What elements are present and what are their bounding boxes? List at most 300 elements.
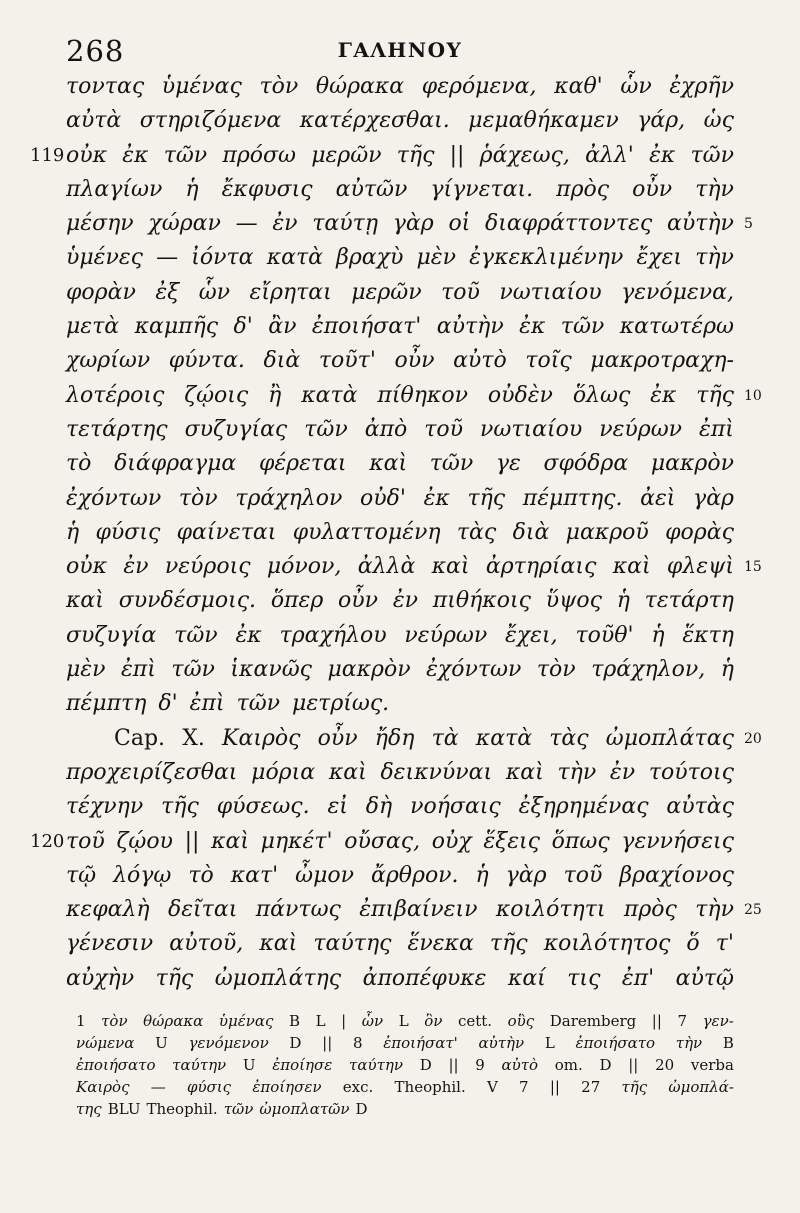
footnote-word: ἐποιήσατ' bbox=[383, 1034, 458, 1052]
word: κεφαλὴ bbox=[66, 897, 150, 923]
word: κατὰ bbox=[301, 382, 358, 408]
word: ὑμένας bbox=[161, 74, 242, 99]
text-line bbox=[66, 173, 734, 207]
text-line bbox=[66, 584, 734, 618]
text-line bbox=[66, 893, 762, 927]
running-head: ΓΑΛΗΝΟΥ bbox=[337, 38, 463, 62]
word: τούτοις bbox=[648, 759, 734, 785]
word: τῆς bbox=[161, 794, 199, 820]
word: ἤδη bbox=[374, 725, 415, 751]
word: ἔχει, bbox=[505, 622, 558, 648]
word: αὐτὰς bbox=[666, 794, 734, 820]
word: ἐκ bbox=[519, 314, 546, 340]
word: οὐχ bbox=[431, 828, 472, 854]
text-line bbox=[66, 104, 734, 138]
word: κατέρχεσθαι. bbox=[299, 108, 450, 134]
word: ἐχόντων bbox=[426, 657, 522, 683]
word: καὶ bbox=[259, 931, 298, 957]
word: ἐγκεκλιμένην bbox=[469, 245, 624, 271]
word: ζῴοις bbox=[184, 382, 249, 408]
word: τῆς bbox=[396, 142, 435, 168]
page-header bbox=[66, 34, 734, 74]
footnote-word: 8 bbox=[352, 1034, 363, 1052]
word: τὴν bbox=[695, 176, 734, 202]
footnote-word: U bbox=[155, 1034, 168, 1052]
word: ἐκ bbox=[650, 382, 677, 408]
word: νωτιαίου bbox=[480, 416, 583, 442]
footnote-word: ταύτην bbox=[349, 1056, 403, 1074]
word: μὲν bbox=[66, 657, 106, 683]
footnote-word: 7 bbox=[677, 1012, 688, 1030]
word: γένεσιν bbox=[66, 931, 154, 957]
footnote-word: || bbox=[322, 1034, 333, 1052]
footnote-word: νώμενα bbox=[76, 1034, 135, 1052]
word: πιθήκοις bbox=[432, 588, 531, 614]
footnote-word: — bbox=[150, 1078, 166, 1096]
word: μακρὸν bbox=[327, 657, 411, 683]
text-line bbox=[66, 276, 734, 310]
word: ἀλλὰ bbox=[357, 554, 416, 580]
word: καὶ bbox=[505, 759, 544, 785]
word: ὠμοπλάτης bbox=[214, 965, 342, 991]
footnote-word: B bbox=[722, 1034, 734, 1052]
footnote-word: ἐποιήσατο bbox=[76, 1056, 156, 1074]
word: πρὸς bbox=[623, 897, 677, 923]
footnote-word: || bbox=[448, 1056, 459, 1074]
word: διὰ bbox=[512, 519, 550, 545]
footnote-word: θώρακα bbox=[143, 1012, 204, 1030]
word: αὐχὴν bbox=[66, 965, 135, 991]
word: τῆς bbox=[489, 931, 528, 957]
word: τ' bbox=[715, 931, 734, 957]
word: γάρ, bbox=[637, 108, 686, 134]
word: ἕξεις bbox=[483, 828, 541, 854]
word: γενόμενα, bbox=[621, 279, 734, 305]
footnote-line bbox=[76, 1098, 734, 1120]
footnote-word: 27 bbox=[581, 1078, 601, 1096]
footnote-word: cett. bbox=[457, 1012, 493, 1030]
word: κατὰ bbox=[266, 245, 323, 271]
word: ἐν bbox=[123, 554, 149, 580]
footnote-word: D bbox=[419, 1056, 432, 1074]
footnote-word: BLU bbox=[107, 1100, 141, 1118]
word: ἐπὶ bbox=[189, 691, 225, 717]
word: ἐν bbox=[609, 759, 636, 785]
word: ἐκ bbox=[423, 485, 450, 511]
footnote-word: D bbox=[289, 1034, 302, 1052]
word: τοῦ bbox=[66, 828, 105, 854]
word: νοήσαις bbox=[410, 794, 501, 820]
word: ἡ bbox=[475, 862, 489, 888]
word: τὸ bbox=[188, 862, 214, 888]
word: τῶν bbox=[690, 142, 734, 168]
word: ἡ bbox=[66, 519, 80, 545]
word: γὰρ bbox=[505, 862, 547, 888]
word: προχειρίζεσθαι bbox=[66, 759, 238, 785]
word: τὰς bbox=[549, 725, 589, 751]
word: κοιλότητι bbox=[495, 897, 606, 923]
word: αὐτῷ bbox=[675, 965, 734, 991]
word: τις bbox=[567, 965, 601, 991]
word: μέσην bbox=[66, 211, 134, 237]
word: Καιρὸς bbox=[222, 725, 301, 751]
word: αὐτὸ bbox=[453, 348, 507, 374]
word: οὐκ bbox=[66, 142, 108, 168]
word: μακρὸν bbox=[650, 451, 734, 477]
word: πρόσω bbox=[222, 142, 296, 168]
word: ἡ bbox=[651, 622, 665, 648]
text-line bbox=[66, 516, 734, 550]
footnote-word: τὴν bbox=[675, 1034, 703, 1052]
footnote-word: γεν- bbox=[702, 1012, 734, 1030]
footnote-word: D bbox=[355, 1100, 368, 1118]
footnote-word: ὃν bbox=[424, 1012, 443, 1030]
text-line bbox=[66, 310, 734, 344]
word: ἐπὶ bbox=[121, 657, 156, 683]
word: φερόμενα, bbox=[421, 74, 537, 99]
word: κοιλότητος bbox=[543, 931, 671, 957]
footnote-line bbox=[76, 1076, 734, 1098]
word: τοῖς bbox=[525, 348, 572, 374]
footnote-line bbox=[76, 1032, 734, 1054]
word: τῶν bbox=[171, 657, 215, 683]
word: ἀρτηρίαις bbox=[485, 554, 597, 580]
word: κατωτέρω bbox=[619, 314, 734, 340]
word: μόρια bbox=[251, 759, 316, 785]
word: αὐτὰ bbox=[66, 108, 122, 134]
footnote-word: ὠμοπλά- bbox=[668, 1078, 734, 1096]
line-number: 25 bbox=[744, 902, 762, 919]
word: τὸν bbox=[178, 485, 218, 511]
word: μακροτραχη- bbox=[590, 348, 734, 374]
word: ἀπὸ bbox=[364, 416, 408, 442]
text-line bbox=[66, 790, 734, 824]
word: οὖν bbox=[338, 588, 379, 614]
word: φύσις bbox=[95, 519, 161, 545]
word: τὸν bbox=[536, 657, 576, 683]
word: οὔσας, bbox=[344, 828, 421, 854]
text-line bbox=[66, 859, 734, 893]
word: ἄρθρον. bbox=[370, 862, 459, 888]
word: ταύτῃ bbox=[312, 211, 379, 237]
word: ἀεὶ bbox=[640, 485, 676, 511]
footnote-line bbox=[76, 1054, 734, 1076]
word: οὖν bbox=[317, 725, 358, 751]
word: ῥάχεως, bbox=[479, 142, 570, 168]
word: ἐπ' bbox=[621, 965, 655, 991]
word: γὰρ bbox=[693, 485, 734, 511]
word: πρὸς bbox=[556, 176, 610, 202]
word: τῶν bbox=[236, 691, 281, 717]
text-line bbox=[66, 962, 734, 996]
word: τὴν bbox=[557, 759, 597, 785]
word: τράχηλον bbox=[235, 485, 343, 511]
footnote-word: || bbox=[628, 1056, 639, 1074]
word: οὖν bbox=[632, 176, 673, 202]
text-line bbox=[66, 653, 734, 687]
footnote-word: 9 bbox=[475, 1056, 485, 1074]
word: τοῦ bbox=[563, 862, 603, 888]
word: ταύτης bbox=[313, 931, 392, 957]
word: αὐτὴν bbox=[436, 314, 504, 340]
footnote-word: D bbox=[599, 1056, 612, 1074]
word: ὠμοπλάτας bbox=[605, 725, 734, 751]
footnote-word: Theophil. bbox=[394, 1078, 466, 1096]
main-text bbox=[30, 70, 762, 996]
word: — bbox=[156, 245, 179, 271]
text-line bbox=[66, 207, 753, 241]
footnote-word: om. bbox=[554, 1056, 583, 1074]
footnote-word: L bbox=[398, 1012, 409, 1030]
footnote-word: ὑμένας bbox=[218, 1012, 274, 1030]
footnote-word: B bbox=[289, 1012, 301, 1030]
word: μόνον, bbox=[266, 554, 342, 580]
word: ὑμένες bbox=[66, 245, 143, 271]
footnote-word: || bbox=[651, 1012, 662, 1030]
word: γὰρ bbox=[392, 211, 434, 237]
word: ζῴου bbox=[116, 828, 173, 854]
word: γίγνεται. bbox=[430, 176, 534, 202]
word: μὲν bbox=[416, 245, 456, 271]
footnote-word: ὧν bbox=[361, 1012, 384, 1030]
word: τραχήλου bbox=[279, 622, 387, 648]
text-line bbox=[66, 722, 762, 756]
word: καί bbox=[507, 965, 546, 991]
footnote-word: τῶν bbox=[223, 1100, 254, 1118]
word: οἱ bbox=[448, 211, 471, 237]
footnote-word: | bbox=[341, 1012, 347, 1030]
word: εἰ bbox=[327, 794, 348, 820]
word: κατ' bbox=[230, 862, 279, 888]
word: καὶ bbox=[328, 759, 367, 785]
word: ὅπως bbox=[551, 828, 610, 854]
word: εἴρηται bbox=[249, 279, 332, 305]
footnote-word: 7 bbox=[519, 1078, 529, 1096]
word: ὅ bbox=[686, 931, 700, 957]
margin-page-reference: 120 bbox=[30, 830, 65, 852]
text-line bbox=[66, 447, 734, 481]
word: X. bbox=[182, 725, 205, 751]
word: ἐπὶ bbox=[699, 416, 734, 442]
word: ἀλλ' bbox=[585, 142, 634, 168]
word: μακροῦ bbox=[565, 519, 649, 545]
text-line bbox=[66, 619, 734, 653]
text-line bbox=[66, 756, 734, 790]
word: τὴν bbox=[695, 897, 734, 923]
word: τὸν bbox=[259, 74, 299, 99]
word: Cap. bbox=[114, 725, 166, 751]
word: ὅπερ bbox=[270, 588, 324, 614]
word: φορὰν bbox=[66, 279, 136, 305]
word: μερῶν bbox=[351, 279, 422, 305]
word: μεμαθήκαμεν bbox=[468, 108, 619, 134]
word: τὰ bbox=[431, 725, 459, 751]
footnote-word: της bbox=[76, 1100, 102, 1118]
word: φύντα. bbox=[168, 348, 245, 374]
footnote-word: Καιρὸς bbox=[76, 1078, 130, 1096]
word: ὅλως bbox=[572, 382, 631, 408]
word: ἡ bbox=[616, 588, 630, 614]
text-line bbox=[66, 344, 734, 378]
word: δὴ bbox=[365, 794, 393, 820]
footnote-word: L bbox=[544, 1034, 555, 1052]
text-line bbox=[66, 550, 762, 584]
word: ἐποιήσατ' bbox=[311, 314, 422, 340]
text-line bbox=[66, 687, 734, 721]
word: νωτιαίου bbox=[499, 279, 602, 305]
word: ἐχόντων bbox=[66, 485, 162, 511]
word: ὧν bbox=[198, 279, 231, 305]
word: διάφραγμα bbox=[114, 451, 237, 477]
word: πίθηκον bbox=[377, 382, 468, 408]
word: τοντας bbox=[66, 74, 145, 99]
word: μερῶν bbox=[311, 142, 382, 168]
word: συζυγία bbox=[66, 622, 157, 648]
word: γεννήσεις bbox=[621, 828, 734, 854]
text-line bbox=[66, 413, 734, 447]
word: ἐξ bbox=[155, 279, 180, 305]
word: βραχὺ bbox=[336, 245, 404, 271]
footnote-word: exc. bbox=[342, 1078, 374, 1096]
word: φλεψὶ bbox=[666, 554, 734, 580]
text-line bbox=[66, 379, 762, 413]
word: τῶν bbox=[163, 142, 208, 168]
footnote-word: verba bbox=[690, 1056, 734, 1074]
word: ἐχρῆν bbox=[669, 74, 734, 99]
footnote-word: τῆς bbox=[621, 1078, 648, 1096]
word: καμπῆς bbox=[134, 314, 219, 340]
footnote-word: || bbox=[549, 1078, 560, 1096]
word: τὴν bbox=[695, 245, 734, 271]
word: ἕκτη bbox=[682, 622, 734, 648]
word: τῶν bbox=[560, 314, 605, 340]
word: καθ' bbox=[554, 74, 603, 99]
word: μετὰ bbox=[66, 314, 120, 340]
word: μετρίως. bbox=[292, 691, 390, 717]
word: τῷ bbox=[66, 862, 97, 888]
word: ἔχει bbox=[636, 245, 683, 271]
footnote-word: ἐποίησεν bbox=[252, 1078, 322, 1096]
word: χωρίων bbox=[66, 348, 151, 374]
word: ὧν bbox=[620, 74, 652, 99]
footnote-word: Daremberg bbox=[549, 1012, 637, 1030]
word: ἐπιβαίνειν bbox=[359, 897, 478, 923]
word: τῆς bbox=[696, 382, 734, 408]
word: νεύροις bbox=[164, 554, 251, 580]
word: διαφράττοντες bbox=[485, 211, 653, 237]
footnote-word: τὸν bbox=[101, 1012, 128, 1030]
word: ἐξηρημένας bbox=[518, 794, 649, 820]
text-line bbox=[66, 241, 734, 275]
word: δεῖται bbox=[168, 897, 238, 923]
word: αὐτὴν bbox=[666, 211, 734, 237]
word: δεικνύναι bbox=[380, 759, 493, 785]
word: νεύρων bbox=[599, 416, 683, 442]
word: ἐν bbox=[392, 588, 419, 614]
word: θώρακα bbox=[315, 74, 405, 99]
word: τέχνην bbox=[66, 794, 144, 820]
page-number: 268 bbox=[66, 34, 125, 68]
word: φέρεται bbox=[258, 451, 347, 477]
line-number: 5 bbox=[744, 216, 753, 233]
text-line bbox=[66, 70, 734, 104]
footnote-word: L bbox=[315, 1012, 326, 1030]
footnote-word: αὐτὸ bbox=[501, 1056, 539, 1074]
text-line bbox=[66, 927, 734, 961]
word: ὡς bbox=[703, 108, 734, 134]
footnote-word: ἐποίησε bbox=[272, 1056, 333, 1074]
word: κατὰ bbox=[475, 725, 533, 751]
word: τὰς bbox=[456, 519, 497, 545]
word: ἐκ bbox=[649, 142, 676, 168]
word: δ' bbox=[158, 691, 178, 717]
footnote-word: ταύτην bbox=[172, 1056, 227, 1074]
word: τοῦτ' bbox=[318, 348, 376, 374]
word: οὖν bbox=[394, 348, 435, 374]
word: μηκέτ' bbox=[260, 828, 333, 854]
footnote-word: V bbox=[486, 1078, 498, 1096]
word: ἐκ bbox=[122, 142, 149, 168]
word: πάντως bbox=[255, 897, 341, 923]
word: λοτέροις bbox=[66, 382, 165, 408]
word: πέμπτη bbox=[66, 691, 147, 717]
word: ὕψος bbox=[545, 588, 602, 614]
word: τοῦ bbox=[441, 279, 480, 305]
word: καὶ bbox=[612, 554, 651, 580]
word: τῶν bbox=[429, 451, 474, 477]
word: αὐτοῦ, bbox=[169, 931, 244, 957]
word: πέμπτης. bbox=[522, 485, 623, 511]
word: ἰόντα bbox=[191, 245, 254, 271]
word: ἱκανῶς bbox=[230, 657, 312, 683]
footnote-word: ὠμοπλατῶν bbox=[259, 1100, 350, 1118]
line-number: 10 bbox=[744, 387, 762, 404]
word: συζυγίας bbox=[184, 416, 288, 442]
word: νεύρων bbox=[404, 622, 488, 648]
word: τοῦθ' bbox=[575, 622, 634, 648]
footnote-word: 20 bbox=[655, 1056, 675, 1074]
word: διὰ bbox=[263, 348, 301, 374]
word: τὸ bbox=[66, 451, 92, 477]
word: τῶν bbox=[304, 416, 348, 442]
word: βραχίονος bbox=[619, 862, 734, 888]
word: καὶ bbox=[66, 588, 104, 614]
word: οὐδ' bbox=[360, 485, 406, 511]
word: ἐν bbox=[272, 211, 298, 237]
word: καὶ bbox=[211, 828, 249, 854]
word: τοῦ bbox=[424, 416, 464, 442]
word: καὶ bbox=[369, 451, 408, 477]
word: συνδέσμοις. bbox=[118, 588, 257, 614]
word: ἡ bbox=[720, 657, 734, 683]
line-number: 15 bbox=[744, 559, 762, 576]
word: τῆς bbox=[467, 485, 506, 511]
word: ἢ bbox=[268, 382, 282, 408]
word: τετάρτης bbox=[66, 416, 168, 442]
word: ὦμον bbox=[295, 862, 355, 888]
footnote-word: αὐτὴν bbox=[478, 1034, 525, 1052]
text-line bbox=[66, 482, 734, 516]
word: ἡ bbox=[185, 176, 199, 202]
word: οὐδὲν bbox=[487, 382, 553, 408]
footnote-word: ἐποιήσατο bbox=[575, 1034, 656, 1052]
footnote-word: φύσις bbox=[186, 1078, 232, 1096]
word: τετάρτη bbox=[644, 588, 734, 614]
footnote-word: οὓς bbox=[507, 1012, 535, 1030]
word: || bbox=[449, 142, 465, 168]
word: αὐτῶν bbox=[335, 176, 408, 202]
word: || bbox=[184, 828, 200, 854]
